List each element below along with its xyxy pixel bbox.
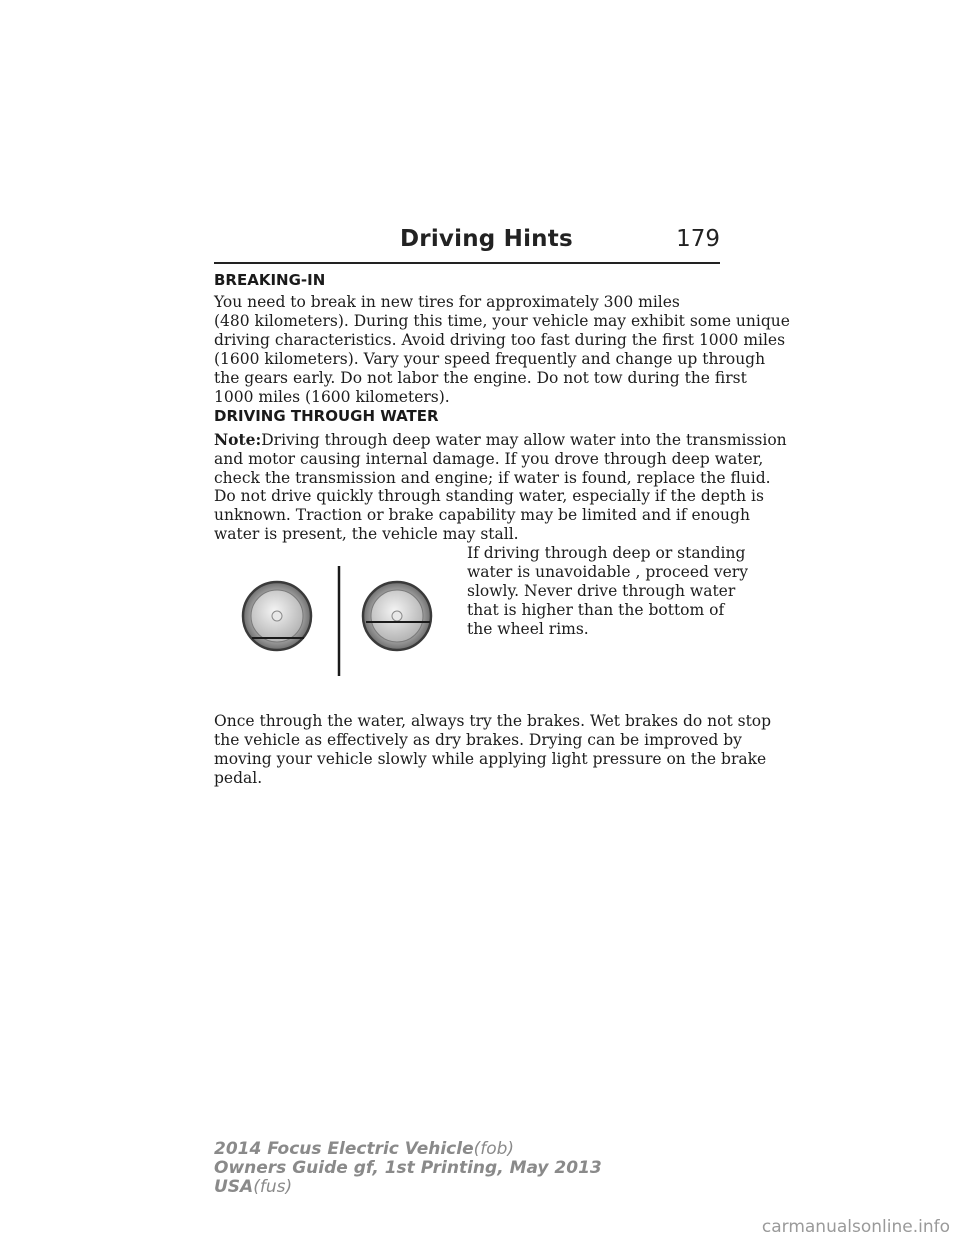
text-line: If driving through deep or standing	[467, 544, 746, 562]
footer-code: (fus)	[253, 1177, 293, 1197]
text-line: water is present, the vehicle may stall.	[214, 525, 519, 543]
text-line: the wheel rims.	[467, 620, 589, 638]
text-line: moving your vehicle slowly while applying light pressure on the brake	[214, 750, 767, 768]
footer-line	[214, 1178, 602, 1197]
page-title: Driving Hints	[400, 226, 573, 252]
text-line: You need to break in new tires for approximately 300 miles	[214, 293, 680, 311]
wheel-rim-warning-paragraph	[467, 544, 748, 639]
text-line: water is unavoidable , proceed very	[467, 563, 748, 581]
wheel-water-level-icon	[240, 564, 440, 678]
footer-code: (fob)	[473, 1139, 515, 1159]
text-line: (480 kilometers). During this time, your vehicle may exhibit some unique	[214, 312, 790, 330]
breaking-in-heading: BREAKING-IN	[214, 271, 326, 289]
text-line	[214, 430, 787, 450]
document-footer	[214, 1140, 602, 1197]
watermark-link[interactable]: carmanualsonline.info	[761, 1217, 950, 1237]
note-text: Driving through deep water may allow water into the transmission	[261, 431, 787, 449]
text-line: driving characteristics. Avoid driving too fast during the first 1000 miles	[214, 331, 786, 349]
text-line: (1600 kilometers). Vary your speed frequently and change up through	[214, 350, 766, 368]
right-wheel	[363, 582, 431, 650]
text-line: the gears early. Do not labor the engine. Do not tow during the first	[214, 369, 747, 387]
text-line: unknown. Traction or brake capability may be limited and if enough	[214, 506, 750, 524]
text-line: pedal.	[214, 769, 263, 787]
left-wheel	[243, 582, 311, 650]
text-line: Once through the water, always try the brakes. Wet brakes do not stop	[214, 712, 772, 730]
page-number: 179	[676, 226, 720, 252]
water-note-paragraph	[214, 430, 787, 488]
water-depth-paragraph	[214, 487, 764, 544]
note-label: Note:	[214, 430, 262, 449]
footer-vehicle: 2014 Focus Electric Vehicle	[214, 1139, 474, 1159]
footer-market: USA	[214, 1177, 254, 1197]
text-line: slowly. Never drive through water	[467, 582, 736, 600]
text-line: Do not drive quickly through standing water, especially if the depth is	[214, 487, 764, 505]
text-line: check the transmission and engine; if water is found, replace the fluid.	[214, 469, 771, 487]
footer-line	[214, 1140, 602, 1159]
text-line: and motor causing internal damage. If you drove through deep water,	[214, 450, 764, 468]
driving-through-water-heading: DRIVING THROUGH WATER	[214, 407, 439, 425]
wheel-water-level-figure	[240, 564, 440, 678]
breaking-in-paragraph	[214, 293, 790, 407]
footer-guide: Owners Guide gf, 1st Printing, May 2013	[214, 1158, 602, 1178]
footer-line	[214, 1159, 602, 1178]
text-line: 1000 miles (1600 kilometers).	[214, 388, 450, 406]
page-header	[214, 226, 720, 264]
text-line: the vehicle as effectively as dry brakes. Drying can be improved by	[214, 731, 742, 749]
wet-brakes-paragraph	[214, 712, 772, 788]
text-line: that is higher than the bottom of	[467, 601, 725, 619]
